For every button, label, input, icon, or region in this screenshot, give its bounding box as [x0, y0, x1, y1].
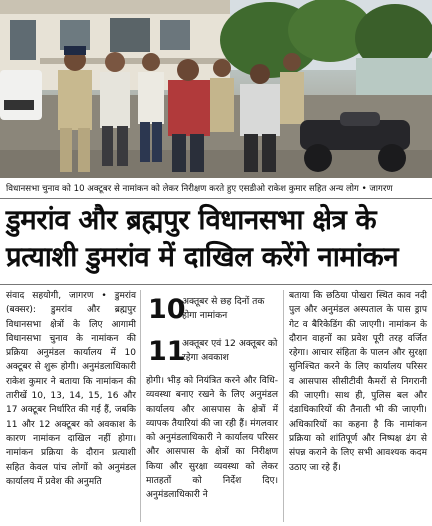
- headline-divider: [0, 284, 432, 285]
- highlight-box-2: [146, 332, 280, 372]
- column-divider-1: [140, 290, 141, 522]
- headline-line-1: डुमरांव और ब्रह्मपुर विधानसभा क्षेत्र के: [6, 204, 377, 236]
- highlight-number-1: 10: [148, 294, 186, 325]
- headline-line-2: प्रत्याशी डुमरांव में दाखिल करेंगे नामांकन: [6, 241, 399, 273]
- photo-caption: विधानसभा चुनाव को 10 अक्टूबर से नामांकन को लेकर निरीक्षण करते हुए एसडीओ राकेश कुमार सहित अन्य लोग • जागरण: [6, 184, 393, 194]
- highlight-text-2: अक्तूबर एवं 12 अक्तूबर को रहेगा अवकाश: [182, 338, 278, 363]
- article-column-3: बताया कि छठिया पोखरा स्थित काव नदी पुल और अनुमंडल अस्पताल के पास ड्राप गेट व बैरिकेडिंग की जाएगी। नामांकन के दौरान वाहनों का प्रवेश पूरी तरह वर्जित रहेगा। आचार संहिता के पालन और सुरक्षा सुनिश्चित करने के लिए कार्यालय परिसर व आसपास सीसीटीवी कैमरों से निगरानी की जाएगी। साथ ही, पुलिस बल और दंडाधिकारियों की तैनाती भी की जाएगी। अधिकारियों का कहना है कि नामांकन प्रक्रिया को शांतिपूर्ण और निष्पक्ष ढंग से संपन्न कराने के लिए सभी आवश्यक कदम उठाए जा रहे हैं।: [289, 291, 427, 473]
- article-column-1: संवाद सहयोगी, जागरण • डुमरांव (बक्सर): डुमरांव और ब्रह्मपुर विधानसभा क्षेत्रों के लिए आगामी विधानसभा चुनाव के नामांकन की प्रक्रिया अनुमंडल कार्यालय में 10 अक्टूबर से शुरू होगी। अनुमंडलाधिकारी राकेश कुमार ने बताया कि नामांकन की तारीखें 10, 13, 14, 15, 16 और 17 अक्टूबर निर्धारित की गई हैं, जबकि 11 और 12 अक्टूबर को अवकाश के कारण नामांकन दाखिल नहीं होगा। नामांकन प्रक्रिया के दौरान प्रत्याशी सहित केवल पांच लोगों को अनुमंडल कार्यालय में प्रवेश की अनुमति: [6, 291, 136, 487]
- caption-divider: [0, 198, 432, 199]
- highlight-number-2: 11: [148, 336, 186, 367]
- news-photo: [0, 0, 432, 178]
- article-column-2: होगी। भीड़ को नियंत्रित करने और विधि-व्यवस्था बनाए रखने के लिए अनुमंडल कार्यालय और आसपास के क्षेत्रों में व्यापक तैयारियां की जा रही हैं। मंगलवार को अनुमंडलाधिकारी ने कार्यालय परिसर और आसपास के क्षेत्रों का निरीक्षण किया और सुरक्षा व्यवस्था को लेकर मातहतों को निर्देश दिए। अनुमंडलाधिकारी ने: [146, 376, 278, 501]
- photo-scene: [0, 0, 432, 178]
- highlight-box-1: [146, 290, 280, 330]
- highlight-text-1: अक्तूबर से छह दिनों तक होगा नामांकन: [182, 296, 265, 321]
- column-divider-2: [283, 290, 284, 522]
- headline: [6, 202, 428, 276]
